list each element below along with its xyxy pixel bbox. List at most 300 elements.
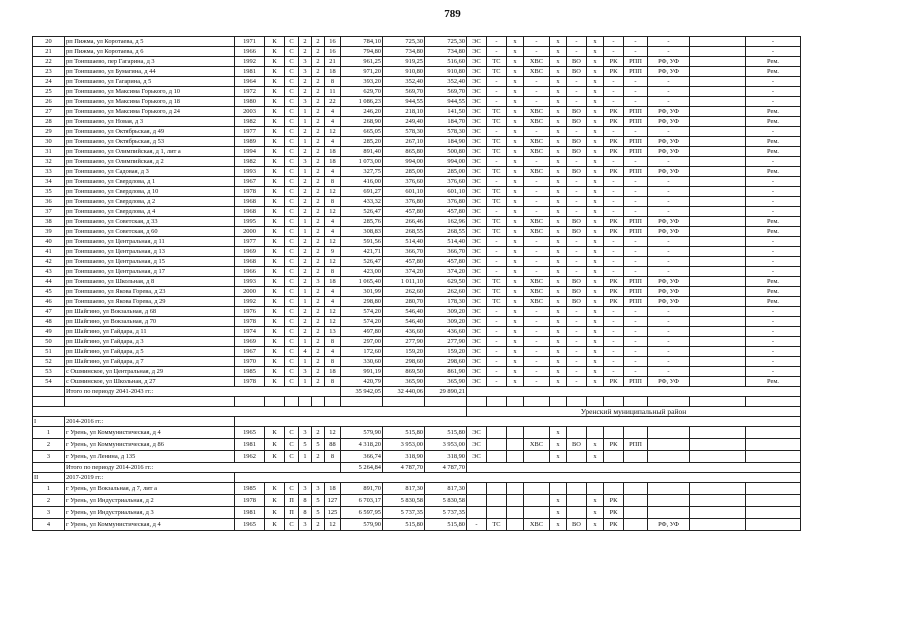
table-cell: 3 xyxy=(299,367,312,377)
table-cell: 961,25 xyxy=(341,57,383,67)
table-row xyxy=(33,37,801,47)
table-cell: х xyxy=(550,327,567,337)
table-cell: х xyxy=(587,77,604,87)
table-cell: Рем. xyxy=(746,67,801,77)
table-cell: ХВС xyxy=(524,227,550,237)
table-cell: х xyxy=(587,237,604,247)
table-cell: 5 xyxy=(312,439,325,451)
table-cell: - xyxy=(624,327,648,337)
table-cell: ВО xyxy=(567,519,587,531)
table-cell: - xyxy=(648,327,690,337)
table-cell xyxy=(235,473,801,483)
table-cell: П xyxy=(285,495,299,507)
table-cell xyxy=(467,483,487,495)
table-cell: ЭС xyxy=(467,37,487,47)
table-cell: - xyxy=(487,157,507,167)
table-cell: 2 xyxy=(312,97,325,107)
table-cell: х xyxy=(587,451,604,463)
table-row xyxy=(33,67,801,77)
table-cell: - xyxy=(648,257,690,267)
table-cell: - xyxy=(648,317,690,327)
table-cell: ХВС xyxy=(524,117,550,127)
table-cell: 1993 xyxy=(235,277,265,287)
table-row xyxy=(33,317,801,327)
row-number: 41 xyxy=(33,247,65,257)
table-cell: 569,70 xyxy=(383,87,425,97)
table-cell: 2 xyxy=(312,237,325,247)
table-cell xyxy=(690,207,746,217)
table-cell: 8 xyxy=(325,451,341,463)
table-cell: 2 xyxy=(299,37,312,47)
table-cell: х xyxy=(550,357,567,367)
table-cell: К xyxy=(265,187,285,197)
table-cell: С xyxy=(285,237,299,247)
address-cell: рп Шайгино, ул Гайдара, д 11 xyxy=(65,327,235,337)
table-cell: х xyxy=(507,207,524,217)
address-cell: рп Тонпшаево, ул Садовая, д 3 xyxy=(65,167,235,177)
table-cell: РК xyxy=(604,117,624,127)
page-number: 789 xyxy=(444,8,461,20)
table-cell: - xyxy=(604,317,624,327)
table-cell: 246,20 xyxy=(341,107,383,117)
table-cell: К xyxy=(265,157,285,167)
table-cell: 994,00 xyxy=(383,157,425,167)
table-cell: 125 xyxy=(325,507,341,519)
table-cell xyxy=(587,483,604,495)
table-row xyxy=(33,187,801,197)
table-cell: С xyxy=(285,357,299,367)
table-cell: ЭС xyxy=(467,357,487,367)
table-cell: 318,90 xyxy=(425,451,467,463)
table-cell: 2 xyxy=(299,207,312,217)
table-cell: ЭС xyxy=(467,87,487,97)
table-cell: 421,71 xyxy=(341,247,383,257)
table-cell xyxy=(690,307,746,317)
table-cell: х xyxy=(507,177,524,187)
table-cell: С xyxy=(285,257,299,267)
table-cell xyxy=(587,427,604,439)
table-cell: К xyxy=(265,197,285,207)
table-cell: РПП xyxy=(624,67,648,77)
table-cell: - xyxy=(567,367,587,377)
table-cell: - xyxy=(524,187,550,197)
table-cell: х xyxy=(550,47,567,57)
table-cell: 725,30 xyxy=(425,37,467,47)
table-cell xyxy=(690,87,746,97)
table-cell: ХВС xyxy=(524,297,550,307)
table-cell: 433,32 xyxy=(341,197,383,207)
table-cell xyxy=(567,483,587,495)
table-cell: - xyxy=(624,237,648,247)
table-cell: х xyxy=(507,237,524,247)
table-cell: 318,90 xyxy=(383,451,425,463)
table-cell: 1994 xyxy=(235,147,265,157)
row-number: 20 xyxy=(33,37,65,47)
table-cell: - xyxy=(487,367,507,377)
table-cell: х xyxy=(507,367,524,377)
row-number: 4 xyxy=(33,519,65,531)
table-cell: - xyxy=(487,47,507,57)
table-cell: - xyxy=(648,37,690,47)
table-cell: 1 xyxy=(299,337,312,347)
table-cell: ЭС xyxy=(467,267,487,277)
table-cell: 218,10 xyxy=(383,107,425,117)
table-cell: х xyxy=(587,519,604,531)
address-cell: рп Тонпшаево, ул Якова Горева, д 29 xyxy=(65,297,235,307)
table-cell: РПП xyxy=(624,277,648,287)
row-number: 54 xyxy=(33,377,65,387)
table-row xyxy=(33,77,801,87)
table-cell: - xyxy=(648,127,690,137)
table-cell: РК xyxy=(604,167,624,177)
table-cell xyxy=(690,257,746,267)
table-cell: 1967 xyxy=(235,177,265,187)
table-cell: - xyxy=(746,257,801,267)
table-cell xyxy=(690,439,746,451)
table-cell: 1 xyxy=(299,167,312,177)
table-cell: - xyxy=(567,247,587,257)
table-cell: - xyxy=(487,77,507,87)
table-cell: 1969 xyxy=(235,337,265,347)
row-number: 40 xyxy=(33,237,65,247)
table-cell: х xyxy=(587,287,604,297)
table-cell: 309,20 xyxy=(425,317,467,327)
table-cell: 457,80 xyxy=(425,207,467,217)
table-cell: ЭС xyxy=(467,47,487,57)
blank-row xyxy=(33,397,801,407)
table-cell: х xyxy=(587,177,604,187)
table-cell: 11 xyxy=(325,87,341,97)
table-cell xyxy=(507,439,524,451)
table-cell: - xyxy=(604,257,624,267)
table-cell: С xyxy=(285,67,299,77)
table-cell: К xyxy=(265,267,285,277)
table-cell: С xyxy=(285,187,299,197)
table-cell: 159,20 xyxy=(383,347,425,357)
table-cell: 2 xyxy=(312,57,325,67)
table-cell xyxy=(690,519,746,531)
table-cell: РФ, УФ xyxy=(648,57,690,67)
table-cell: х xyxy=(587,217,604,227)
row-number: 50 xyxy=(33,337,65,347)
table-cell: - xyxy=(648,267,690,277)
table-cell: х xyxy=(507,337,524,347)
address-cell: рп Тонпшаево, ул Максима Горького, д 10 xyxy=(65,87,235,97)
table-cell: 2 xyxy=(312,197,325,207)
table-cell: - xyxy=(624,177,648,187)
table-cell xyxy=(690,227,746,237)
table-cell: 2 xyxy=(299,47,312,57)
table-cell: 3 xyxy=(299,427,312,439)
table-cell xyxy=(507,519,524,531)
table-cell xyxy=(746,519,801,531)
table-cell: х xyxy=(550,495,567,507)
table-cell: С xyxy=(285,247,299,257)
table-cell: 2 xyxy=(312,217,325,227)
address-cell: рп Тонпшаево, ул Якова Горева, д 23 xyxy=(65,287,235,297)
table-cell: х xyxy=(587,167,604,177)
table-cell: 991,19 xyxy=(341,367,383,377)
table-cell: 416,00 xyxy=(341,177,383,187)
table-cell: - xyxy=(604,367,624,377)
row-number: 1 xyxy=(33,483,65,495)
table-cell xyxy=(690,107,746,117)
table-cell: х xyxy=(550,97,567,107)
table-row xyxy=(33,327,801,337)
table-cell: 2 xyxy=(312,287,325,297)
table-cell: - xyxy=(648,77,690,87)
table-cell: 141,50 xyxy=(425,107,467,117)
table-cell: 374,20 xyxy=(383,267,425,277)
table-cell: 546,40 xyxy=(383,317,425,327)
table-cell: 159,20 xyxy=(425,347,467,357)
table-cell: 12 xyxy=(325,519,341,531)
table-cell: х xyxy=(507,357,524,367)
table-cell: - xyxy=(567,357,587,367)
table-cell: 4 xyxy=(299,347,312,357)
table-cell: ЭС xyxy=(467,227,487,237)
address-cell: рп Тонпшаево, ул Новая, д 3 xyxy=(65,117,235,127)
table-cell: - xyxy=(604,77,624,87)
table-cell: - xyxy=(567,327,587,337)
address-cell: с Ошминское, ул Школьная, д 27 xyxy=(65,377,235,387)
table-cell: х xyxy=(507,107,524,117)
table-cell: 1982 xyxy=(235,157,265,167)
table-cell: К xyxy=(265,377,285,387)
table-row xyxy=(33,357,801,367)
table-cell: ТС xyxy=(487,287,507,297)
table-cell: 3 xyxy=(312,277,325,287)
table-cell xyxy=(467,507,487,519)
table-cell: 352,40 xyxy=(383,77,425,87)
table-cell: К xyxy=(265,207,285,217)
table-cell: РФ, УФ xyxy=(648,227,690,237)
table-cell xyxy=(690,347,746,357)
table-cell: - xyxy=(567,337,587,347)
table-cell: П xyxy=(285,507,299,519)
table-cell: ЭС xyxy=(467,137,487,147)
table-cell: 2 xyxy=(299,277,312,287)
table-cell xyxy=(550,483,567,495)
table-cell: Рем. xyxy=(746,167,801,177)
table-cell: РК xyxy=(604,107,624,117)
table-cell: - xyxy=(487,87,507,97)
table-cell: 515,80 xyxy=(425,427,467,439)
table-cell: 376,80 xyxy=(425,197,467,207)
period-number: II xyxy=(33,473,65,483)
table-cell: ЭС xyxy=(467,217,487,227)
row-number: 3 xyxy=(33,507,65,519)
table-cell xyxy=(33,407,467,417)
table-cell: ВО xyxy=(567,137,587,147)
table-cell: 1977 xyxy=(235,237,265,247)
table-cell: - xyxy=(524,337,550,347)
table-cell: - xyxy=(746,327,801,337)
table-cell xyxy=(690,297,746,307)
table-cell: 2 xyxy=(312,157,325,167)
table-cell: 526,47 xyxy=(341,257,383,267)
table-cell: - xyxy=(487,207,507,217)
table-cell: 12 xyxy=(325,237,341,247)
table-cell: - xyxy=(746,77,801,87)
table-cell: 3 953,00 xyxy=(383,439,425,451)
table-cell: РК xyxy=(604,67,624,77)
table-cell: РПП xyxy=(624,167,648,177)
table-cell: 262,60 xyxy=(383,287,425,297)
table-cell: К xyxy=(265,137,285,147)
table-cell: - xyxy=(604,357,624,367)
table-cell xyxy=(487,451,507,463)
table-cell: ТС xyxy=(487,167,507,177)
table-cell: - xyxy=(648,357,690,367)
table-cell: - xyxy=(524,47,550,57)
table-row xyxy=(33,107,801,117)
table-cell xyxy=(487,439,507,451)
table-row xyxy=(33,287,801,297)
table-cell: 1968 xyxy=(235,207,265,217)
table-cell: 5 xyxy=(312,495,325,507)
table-cell: ВО xyxy=(567,217,587,227)
table-cell: 861,90 xyxy=(425,367,467,377)
table-cell: - xyxy=(567,177,587,187)
table-cell: х xyxy=(587,347,604,357)
table-cell: - xyxy=(746,337,801,347)
table-cell: С xyxy=(285,47,299,57)
table-cell: 457,80 xyxy=(425,257,467,267)
table-cell: 1974 xyxy=(235,327,265,337)
table-cell: - xyxy=(604,157,624,167)
table-cell: С xyxy=(285,227,299,237)
total-value: 4 787,70 xyxy=(425,463,467,473)
table-cell: - xyxy=(604,37,624,47)
table-cell: 734,80 xyxy=(383,47,425,57)
table-cell xyxy=(285,397,299,407)
table-cell: 1981 xyxy=(235,507,265,519)
table-cell: 2 xyxy=(312,107,325,117)
table-cell xyxy=(690,217,746,227)
address-cell: г Урень, ул Индустриальная, д 3 xyxy=(65,507,235,519)
table-row xyxy=(33,427,801,439)
table-cell: 2 xyxy=(312,167,325,177)
table-cell: х xyxy=(550,187,567,197)
row-number: 45 xyxy=(33,287,65,297)
table-cell: - xyxy=(524,97,550,107)
table-cell: 1985 xyxy=(235,367,265,377)
table-cell: 5 xyxy=(299,439,312,451)
table-cell: С xyxy=(285,451,299,463)
table-cell: С xyxy=(285,519,299,531)
address-cell: рп Тонпшаево, ул Олимпийская, д 1, лит а xyxy=(65,147,235,157)
table-cell: С xyxy=(285,97,299,107)
table-cell: ЭС xyxy=(467,237,487,247)
table-cell: ЭС xyxy=(467,117,487,127)
address-cell: рп Тонпшаево, ул Советская, д 33 xyxy=(65,217,235,227)
table-cell: Рем. xyxy=(746,277,801,287)
table-cell: ЭС xyxy=(467,77,487,87)
table-cell: х xyxy=(587,207,604,217)
table-cell xyxy=(33,387,65,397)
address-cell: рп Шайгино, ул Гайдара, д 5 xyxy=(65,347,235,357)
table-cell: 1 xyxy=(299,377,312,387)
table-row xyxy=(33,483,801,495)
table-cell xyxy=(524,397,550,407)
table-cell: 3 xyxy=(299,57,312,67)
table-cell: - xyxy=(648,47,690,57)
table-cell: РПП xyxy=(624,57,648,67)
table-cell: - xyxy=(624,97,648,107)
table-cell xyxy=(648,507,690,519)
table-cell: 8 xyxy=(325,177,341,187)
address-cell: рп Шайгино, ул Гайдара, д 3 xyxy=(65,337,235,347)
table-cell: 1980 xyxy=(235,97,265,107)
table-cell: ВО xyxy=(567,117,587,127)
row-number: 21 xyxy=(33,47,65,57)
table-cell: 2 xyxy=(312,77,325,87)
table-cell: 16 xyxy=(325,37,341,47)
table-cell: 629,70 xyxy=(341,87,383,97)
table-cell: 4 xyxy=(325,117,341,127)
table-cell: - xyxy=(624,347,648,357)
table-cell: 1992 xyxy=(235,297,265,307)
table-cell: РК xyxy=(604,507,624,519)
table-cell xyxy=(690,187,746,197)
table-cell: ХВС xyxy=(524,107,550,117)
table-cell: К xyxy=(265,347,285,357)
table-cell: ТС xyxy=(487,519,507,531)
table-cell: х xyxy=(587,357,604,367)
table-cell: С xyxy=(285,157,299,167)
table-cell: С xyxy=(285,147,299,157)
table-cell xyxy=(624,483,648,495)
table-cell: ЭС xyxy=(467,377,487,387)
table-cell: ЭС xyxy=(467,317,487,327)
table-cell: К xyxy=(265,117,285,127)
table-cell: С xyxy=(285,347,299,357)
table-cell xyxy=(567,451,587,463)
table-cell: 127 xyxy=(325,495,341,507)
table-cell: х xyxy=(507,267,524,277)
table-cell: РПП xyxy=(624,147,648,157)
table-cell: 285,20 xyxy=(341,137,383,147)
table-cell: Рем. xyxy=(746,297,801,307)
row-number: 52 xyxy=(33,357,65,367)
address-cell: рп Тонпшаево, ул Свердлова, д 4 xyxy=(65,207,235,217)
table-cell: ЭС xyxy=(467,67,487,77)
table-cell: 3 xyxy=(312,483,325,495)
table-cell: - xyxy=(624,77,648,87)
table-cell: Рем. xyxy=(746,217,801,227)
table-row xyxy=(33,217,801,227)
table-cell: 2 xyxy=(299,177,312,187)
table-cell: 1969 xyxy=(235,247,265,257)
table-cell xyxy=(487,427,507,439)
table-cell: РПП xyxy=(624,137,648,147)
period-total-row xyxy=(33,387,801,397)
table-cell: С xyxy=(285,137,299,147)
table-cell: 2 xyxy=(299,247,312,257)
table-cell: - xyxy=(746,177,801,187)
table-cell xyxy=(648,439,690,451)
table-cell: - xyxy=(604,187,624,197)
table-cell xyxy=(467,495,487,507)
table-cell: х xyxy=(550,297,567,307)
table-cell: х xyxy=(550,177,567,187)
table-cell: - xyxy=(648,87,690,97)
row-number: 24 xyxy=(33,77,65,87)
address-cell: рп Шайгино, ул Гайдара, д 7 xyxy=(65,357,235,367)
table-cell xyxy=(746,507,801,519)
table-cell: 601,10 xyxy=(383,187,425,197)
